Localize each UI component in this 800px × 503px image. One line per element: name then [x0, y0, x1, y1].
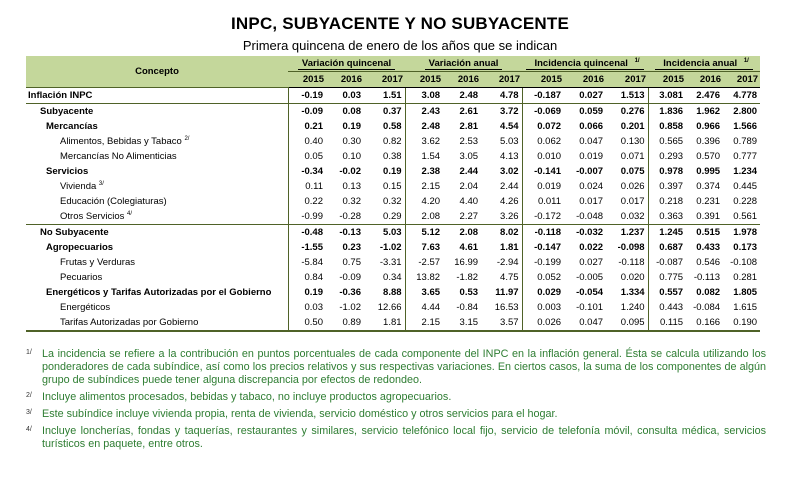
header-year: 2015 [648, 72, 686, 88]
row-label: Energéticos y Tarifas Autorizadas por el Gobierno [46, 286, 272, 298]
table-cell: 8.02 [481, 225, 522, 241]
table-cell: 0.58 [383, 120, 402, 132]
footnote-text: La incidencia se refiere a la contribución en puntos porcentuales de cada componente del INPC en la inflación general. Ésta se calcula utilizando los ponderadores de cada subíndice, así como los precios relativos y sus respectivas variaciones. En ciertos casos, la suma de los componentes de algún grupo de subíndices puede tener alguna discrepancia por efectos de redondeo. [42, 348, 766, 386]
table-cell: 0.095 [606, 315, 648, 331]
table-cell: -0.118 [522, 225, 564, 241]
table-body [26, 88, 760, 332]
footnote-mark: 1/ [26, 349, 32, 356]
table-cell: 0.071 [620, 150, 645, 162]
table-cell: 2.15 [405, 315, 443, 331]
table-cell: -1.82 [456, 271, 479, 283]
table-cell: 2.476 [686, 88, 723, 104]
table-cell: -2.94 [496, 256, 519, 268]
table-cell: 0.775 [648, 270, 686, 285]
table-cell: -0.147 [522, 240, 564, 255]
row-label: Vivienda $^{3/}$ [60, 180, 104, 192]
table-cell: 1.237 [606, 225, 648, 241]
table-cell: 0.363 [648, 209, 686, 225]
header-year: 2015 [405, 72, 443, 88]
table-cell: -0.09 [288, 104, 326, 120]
table-cell: 0.546 [696, 256, 721, 268]
row-label: Frutas y Verduras [60, 256, 135, 268]
header-year: 2015 [288, 72, 326, 88]
table-cell: 0.019 [579, 150, 604, 162]
header-group-variacion-anual: Variación anual [405, 56, 522, 72]
table-cell: 0.22 [288, 194, 326, 209]
table-cell: 13.82 [405, 270, 443, 285]
table-cell: 0.89 [326, 315, 364, 331]
table-cell: -0.108 [730, 256, 758, 268]
footnote-mark: 2/ [26, 392, 32, 399]
table-row [26, 149, 760, 164]
table-cell: 3.65 [405, 285, 443, 300]
table-cell: 0.19 [383, 165, 402, 177]
table-cell: -0.36 [339, 286, 361, 298]
table-cell: 0.374 [696, 180, 721, 192]
table-row [26, 300, 760, 315]
row-label: Inflación INPC [26, 88, 288, 104]
table-cell: -0.101 [576, 301, 604, 313]
table-cell: 1.566 [733, 120, 758, 132]
table-cell: 4.13 [500, 150, 519, 162]
table-cell: 0.19 [342, 120, 361, 132]
table-cell: 0.173 [733, 241, 758, 253]
table-cell: 1.334 [620, 286, 645, 298]
table-row [26, 179, 760, 194]
table-cell: 0.024 [579, 180, 604, 192]
table-cell: 0.858 [648, 119, 686, 134]
table-cell: 0.062 [522, 134, 564, 149]
table-cell: 2.38 [405, 164, 443, 179]
table-cell: 0.047 [579, 135, 604, 147]
table-cell: 0.281 [733, 271, 758, 283]
table-cell: 1.962 [686, 104, 723, 120]
table-cell: 0.32 [342, 195, 361, 207]
table-cell: 0.047 [564, 315, 606, 331]
table-cell: 12.66 [377, 301, 402, 313]
table-cell: 3.081 [648, 88, 686, 104]
header-year: 2016 [326, 72, 364, 88]
footnote-item [26, 391, 766, 404]
table-cell: -0.84 [456, 301, 479, 313]
table-cell: -0.48 [288, 225, 326, 241]
table-cell: 4.778 [723, 88, 760, 104]
table-cell: -0.141 [522, 164, 564, 179]
row-label: Servicios [46, 165, 89, 177]
table-cell: -0.113 [693, 271, 721, 283]
table-row [26, 270, 760, 285]
table-cell: 0.50 [288, 315, 326, 331]
table-cell: 0.11 [288, 179, 326, 194]
header-year: 2016 [443, 72, 481, 88]
table-cell: 0.228 [733, 195, 758, 207]
table-cell: 1.54 [405, 149, 443, 164]
table-cell: 0.03 [326, 88, 364, 104]
table-cell: 0.13 [342, 180, 361, 192]
table-cell: 3.08 [405, 88, 443, 104]
table-cell: 0.276 [606, 104, 648, 120]
table-cell: -0.087 [648, 255, 686, 270]
table-cell: -1.02 [339, 301, 361, 313]
header-group-variacion-quincenal: Variación quincenal [288, 56, 405, 72]
table-cell: 0.445 [733, 180, 758, 192]
footnote-text: Incluye loncherías, fondas y taquerías, restaurantes y similares, servicio telefónico local fijo, servicio de telefonía móvil, consulta médica, servicios turísticos en paquete, entre otros. [42, 425, 766, 450]
table-row [26, 194, 760, 209]
table-cell: 0.027 [579, 256, 604, 268]
table-cell: 0.03 [288, 300, 326, 315]
header-year: 2016 [564, 72, 606, 88]
footnote-mark: 3/ [26, 409, 32, 416]
table-cell: 1.81 [364, 315, 405, 331]
table-cell: 5.03 [364, 225, 405, 241]
table-cell: 2.44 [500, 180, 519, 192]
table-cell: 0.017 [620, 195, 645, 207]
table-cell: 3.72 [481, 104, 522, 120]
table-cell: 0.027 [564, 88, 606, 104]
table-cell: 3.05 [459, 150, 479, 162]
table-cell: -0.032 [564, 225, 606, 241]
table-cell: 1.245 [648, 225, 686, 241]
table-cell: 0.84 [288, 270, 326, 285]
row-label: Otros Servicios $^{4/}$ [60, 210, 133, 222]
table-cell: 4.40 [459, 195, 479, 207]
table-cell: -0.172 [522, 209, 564, 225]
header-year: 2017 [606, 72, 648, 88]
table-cell: 0.066 [579, 120, 604, 132]
table-cell: 0.23 [342, 241, 361, 253]
table-cell: 0.21 [288, 119, 326, 134]
table-cell: -1.55 [288, 240, 326, 255]
table-cell: 0.293 [648, 149, 686, 164]
table-cell: 11.97 [495, 286, 519, 298]
row-label: Mercancías [46, 120, 98, 132]
table-cell: -0.054 [576, 286, 604, 298]
table-cell: 0.515 [686, 225, 723, 241]
footnote-text: Incluye alimentos procesados, bebidas y tabaco, no incluye productos agropecuarios. [42, 391, 452, 403]
table-cell: 0.30 [342, 135, 361, 147]
table-cell: 0.08 [326, 104, 364, 120]
table-cell: 4.78 [481, 88, 522, 104]
table-cell: 0.777 [733, 150, 758, 162]
table-cell: 0.433 [696, 241, 721, 253]
table-cell: 2.53 [459, 135, 479, 147]
table-row [26, 164, 760, 179]
table-cell: 0.115 [648, 315, 686, 331]
table-cell: 0.82 [383, 135, 402, 147]
table-cell: -0.02 [339, 165, 361, 177]
table-cell: 1.81 [500, 241, 519, 253]
table-cell: 2.61 [443, 104, 481, 120]
table-cell: 0.995 [696, 165, 721, 177]
table-cell: 0.570 [696, 150, 721, 162]
table-cell: -0.005 [576, 271, 604, 283]
table-cell: 2.08 [443, 225, 481, 241]
table-cell: -0.99 [288, 209, 326, 225]
table-cell: 2.800 [723, 104, 760, 120]
table-cell: -0.084 [693, 301, 721, 313]
table-cell: 0.218 [648, 194, 686, 209]
table-cell: 0.082 [696, 286, 721, 298]
table-cell: 0.15 [383, 180, 402, 192]
footnote-marker: 3/ [98, 180, 104, 187]
table-cell: -0.118 [618, 256, 645, 268]
table-cell: 0.231 [696, 195, 721, 207]
table-cell: 0.026 [620, 180, 645, 192]
table-cell: 4.75 [500, 271, 519, 283]
table-cell: -0.098 [617, 241, 645, 253]
table-cell: 2.48 [443, 88, 481, 104]
table-cell: 16.53 [494, 301, 519, 313]
table-cell: 0.029 [522, 285, 564, 300]
table-cell: 0.565 [648, 134, 686, 149]
row-label: Energéticos [60, 301, 111, 313]
footnote-marker: 2/ [184, 135, 190, 142]
table-cell: 0.32 [383, 195, 402, 207]
table-cell: 4.26 [500, 195, 519, 207]
table-row [26, 134, 760, 149]
table-cell: 0.026 [522, 315, 564, 331]
table-cell: 2.81 [459, 120, 479, 132]
page-title: INPC, SUBYACENTE Y NO SUBYACENTE [231, 14, 569, 33]
table-cell: 0.34 [383, 271, 402, 283]
table-cell: 0.072 [522, 119, 564, 134]
row-label: Mercancías No Alimenticias [60, 150, 177, 162]
header-group-incidencia-quincenal: Incidencia quincenal $^{1/}$ [522, 56, 648, 72]
table-cell: 0.019 [522, 179, 564, 194]
table-cell: 1.978 [723, 225, 760, 241]
table-cell: -1.02 [379, 241, 402, 253]
row-label: Tarifas Autorizadas por Gobierno [26, 315, 288, 331]
header-group-incidencia-anual: Incidencia anual $^{1/}$ [648, 56, 760, 72]
table-cell: -3.31 [379, 256, 402, 268]
table-cell: 0.190 [723, 315, 760, 331]
table-cell: 0.201 [620, 120, 645, 132]
table-cell: 2.27 [459, 210, 479, 222]
table-cell: -0.007 [576, 165, 604, 177]
table-cell: 4.61 [459, 241, 479, 253]
table-row [26, 240, 760, 255]
table-cell: -0.069 [522, 104, 564, 120]
table-row [26, 315, 760, 331]
table-cell: 3.02 [500, 165, 519, 177]
table-cell: 1.234 [733, 165, 758, 177]
header-year: 2017 [364, 72, 405, 88]
table-cell: -0.13 [326, 225, 364, 241]
table-cell: 4.44 [405, 300, 443, 315]
table-cell: 0.978 [648, 164, 686, 179]
table-cell: 0.443 [648, 300, 686, 315]
table-header-groups [26, 56, 760, 72]
table-cell: 5.03 [500, 135, 519, 147]
table-cell: 0.687 [648, 240, 686, 255]
table-cell: 1.836 [648, 104, 686, 120]
footnote-marker: 4/ [127, 210, 133, 217]
table-cell: 0.05 [288, 149, 326, 164]
table-cell: 0.53 [459, 286, 479, 298]
table-cell: -0.28 [339, 210, 361, 222]
row-label: Agropecuarios [46, 241, 114, 253]
table-cell: -0.09 [339, 271, 361, 283]
header-year: 2016 [686, 72, 723, 88]
table-cell: 0.37 [364, 104, 405, 120]
table-cell: -0.34 [288, 164, 326, 179]
table-cell: 3.62 [405, 134, 443, 149]
table-cell: 4.54 [500, 120, 519, 132]
table-cell: 3.26 [500, 210, 519, 222]
footnote-item [26, 425, 766, 451]
table-cell: 0.130 [620, 135, 645, 147]
table-cell: 1.240 [620, 301, 645, 313]
table-cell: 0.10 [342, 150, 361, 162]
row-label: Educación (Colegiaturas) [60, 195, 167, 207]
table-cell: 0.391 [696, 210, 721, 222]
table-cell: 0.40 [288, 134, 326, 149]
table-cell: 0.166 [686, 315, 723, 331]
table-row [26, 119, 760, 134]
row-label: Alimentos, Bebidas y Tabaco $^{2/}$ [60, 135, 190, 147]
inflation-table [26, 56, 760, 332]
table-cell: 7.63 [405, 240, 443, 255]
table-cell: 0.75 [342, 256, 361, 268]
table-cell: -0.19 [288, 88, 326, 104]
table-cell: 2.15 [405, 179, 443, 194]
footnote-mark: 4/ [26, 426, 32, 433]
footnotes [26, 348, 766, 455]
table-cell: 0.075 [620, 165, 645, 177]
table-cell: -0.187 [522, 88, 564, 104]
table-cell: 0.38 [383, 150, 402, 162]
table-cell: 0.052 [522, 270, 564, 285]
table-row [26, 209, 760, 225]
table-cell: 2.43 [405, 104, 443, 120]
table-cell: 5.12 [405, 225, 443, 241]
table-cell: 1.615 [733, 301, 758, 313]
table-cell: 0.032 [620, 210, 645, 222]
footnote-item [26, 348, 766, 387]
table-row [26, 285, 760, 300]
row-label: Pecuarios [60, 271, 103, 283]
header-year: 2017 [481, 72, 522, 88]
table-cell: 0.059 [564, 104, 606, 120]
table-cell: 0.557 [648, 285, 686, 300]
table-cell: 8.88 [383, 286, 402, 298]
row-label: Subyacente [26, 104, 288, 120]
table-cell: 0.397 [648, 179, 686, 194]
page-subtitle: Primera quincena de enero de los años que se indican [242, 38, 558, 53]
table-cell: 1.805 [733, 286, 758, 298]
header-concepto: Concepto [26, 56, 288, 88]
table-row [26, 255, 760, 270]
table-cell: 0.396 [696, 135, 721, 147]
table-cell: 0.789 [733, 135, 758, 147]
table-cell: -5.84 [288, 255, 326, 270]
table-row [26, 88, 760, 104]
table-cell: 0.19 [288, 285, 326, 300]
table-cell: 3.15 [443, 315, 481, 331]
table-cell: 16.99 [454, 256, 479, 268]
table-cell: 2.44 [459, 165, 479, 177]
table-cell: 0.003 [522, 300, 564, 315]
header-year: 2017 [723, 72, 760, 88]
table-cell: 0.017 [579, 195, 604, 207]
table-cell: 0.020 [620, 271, 645, 283]
table-cell: 0.29 [383, 210, 402, 222]
table-cell: 2.48 [405, 119, 443, 134]
table-cell: 0.966 [696, 120, 721, 132]
table-cell: 1.513 [606, 88, 648, 104]
table-cell: 0.010 [522, 149, 564, 164]
row-label: No Subyacente [26, 225, 288, 241]
table-cell: 3.57 [481, 315, 522, 331]
table-cell: -2.57 [405, 255, 443, 270]
table-cell: 0.561 [733, 210, 758, 222]
table-row [26, 225, 760, 241]
footnote-text: Este subíndice incluye vivienda propia, renta de vivienda, servicio doméstico y otros servicios para el hogar. [42, 408, 558, 420]
header-year: 2015 [522, 72, 564, 88]
table-cell: 0.022 [579, 241, 604, 253]
table-cell: 0.011 [522, 194, 564, 209]
footnote-item [26, 408, 766, 421]
table-cell: 2.04 [459, 180, 479, 192]
table-cell: -0.048 [576, 210, 604, 222]
table-cell: 2.08 [405, 209, 443, 225]
table-cell: 4.20 [405, 194, 443, 209]
table-cell: -0.199 [522, 255, 564, 270]
table-row [26, 104, 760, 120]
table-cell: 1.51 [364, 88, 405, 104]
